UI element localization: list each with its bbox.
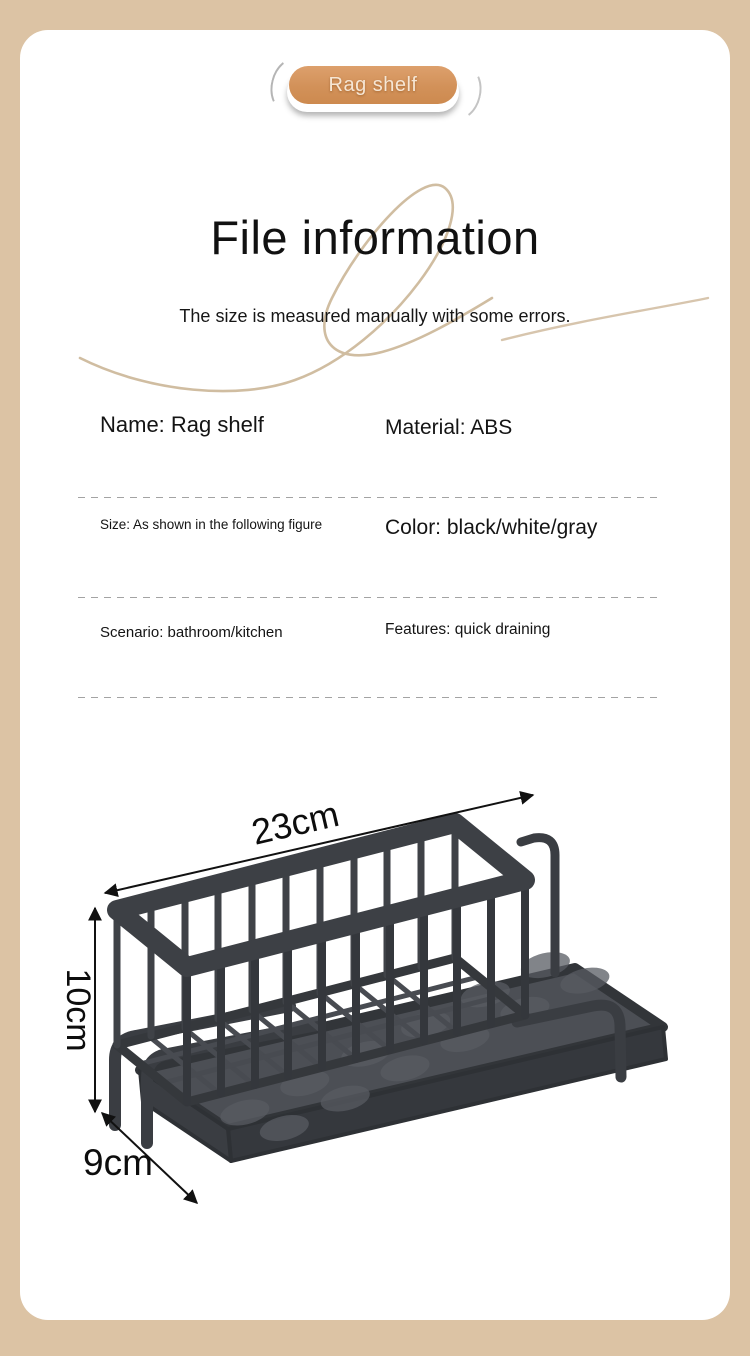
spec-scenario: Scenario: bathroom/kitchen: [100, 624, 283, 641]
page-subtitle: The size is measured manually with some errors.: [179, 306, 571, 326]
dimension-height-label: 10cm: [59, 968, 97, 1052]
dashed-divider: [78, 697, 658, 699]
spec-table: [78, 398, 658, 698]
page-title: File information: [210, 211, 540, 264]
spec-row-size-color: [78, 498, 658, 598]
spec-name: Name: Rag shelf: [100, 412, 264, 437]
product-image: [55, 775, 695, 1235]
product-badge: [275, 58, 475, 122]
dimension-depth-label: 9cm: [83, 1142, 153, 1183]
spec-features: Features: quick draining: [385, 621, 551, 638]
product-figure: [55, 775, 695, 1235]
spec-row-scenario-features: [78, 598, 658, 698]
spec-material: Material: ABS: [385, 416, 513, 439]
dimension-width-label: 23cm: [247, 792, 343, 853]
spec-size: Size: As shown in the following figure: [100, 517, 323, 532]
spec-row-name-material: [78, 398, 658, 498]
badge-label: Rag shelf: [289, 66, 457, 104]
spec-color: Color: black/white/gray: [385, 516, 598, 539]
